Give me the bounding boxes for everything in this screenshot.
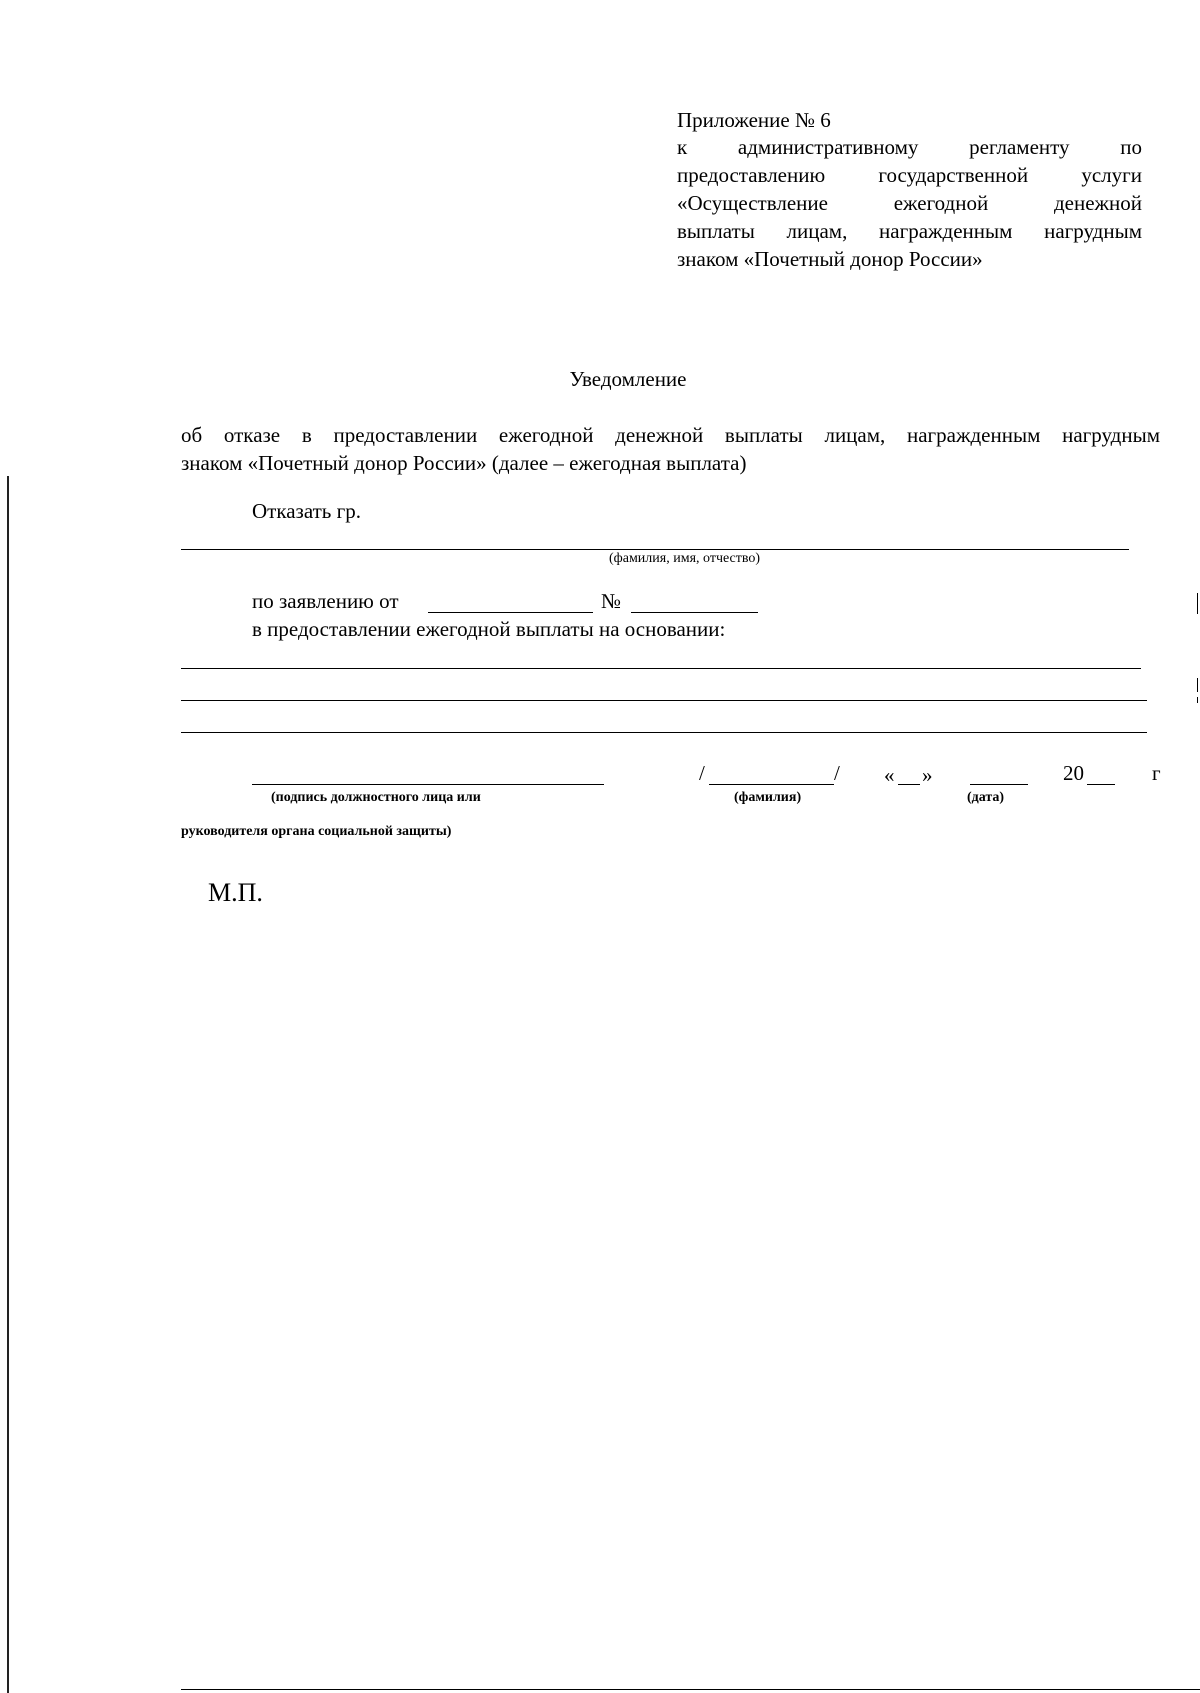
surname-line <box>709 784 834 785</box>
appendix-line-4: выплаты лицам, награжденным нагрудным <box>677 219 1142 243</box>
date-month-line <box>970 784 1028 785</box>
basis-line-3 <box>181 732 1147 733</box>
document-title: Уведомление <box>569 367 687 391</box>
fio-line <box>181 549 1129 550</box>
application-number-line <box>631 612 758 613</box>
date-year-prefix: 20 <box>1063 761 1084 785</box>
refuse-label: Отказать гр. <box>252 499 361 523</box>
subject-line-2: знаком «Почетный донор России» (далее – ежегодная выплата) <box>181 451 747 475</box>
appendix-line-3: «Осуществление ежегодной денежной <box>677 191 1142 215</box>
basis-label: в предоставлении ежегодной выплаты на основании: <box>252 617 726 641</box>
scan-right-edge-mark <box>1197 678 1198 692</box>
appendix-title: Приложение № 6 <box>677 108 831 132</box>
surname-slash-right: / <box>834 761 840 785</box>
scan-right-edge-mark <box>1197 593 1198 614</box>
signature-line <box>252 784 604 785</box>
application-prefix: по заявлению от <box>252 589 399 613</box>
date-day-line <box>898 784 920 785</box>
date-quote-open: « <box>884 763 895 787</box>
surname-caption: (фамилия) <box>734 790 802 805</box>
scan-right-edge-mark <box>1197 697 1198 703</box>
date-year-suffix: г <box>1152 761 1161 785</box>
surname-slash-left: / <box>699 761 705 785</box>
date-quote-close: » <box>922 763 933 787</box>
number-sign: № <box>601 589 622 613</box>
fio-caption: (фамилия, имя, отчество) <box>609 551 761 566</box>
basis-line-1 <box>181 668 1141 669</box>
basis-line-2 <box>181 700 1147 701</box>
date-caption: (дата) <box>967 790 1005 805</box>
signature-caption-line-1: (подпись должностного лица или <box>271 790 481 805</box>
appendix-line-5: знаком «Почетный донор России» <box>677 247 983 271</box>
scan-bottom-edge-line <box>181 1689 1200 1690</box>
date-year-line <box>1087 784 1115 785</box>
scan-left-edge-line <box>7 476 9 1693</box>
stamp-mark: М.П. <box>208 878 263 907</box>
appendix-line-1: к административному регламенту по <box>677 135 1142 159</box>
signature-caption-line-2: руководителя органа социальной защиты) <box>181 824 452 839</box>
subject-line-1: об отказе в предоставлении ежегодной денежной выплаты лицам, награжденным нагрудным <box>181 423 1160 447</box>
application-date-line <box>428 612 593 613</box>
appendix-line-2: предоставлению государственной услуги <box>677 163 1142 187</box>
